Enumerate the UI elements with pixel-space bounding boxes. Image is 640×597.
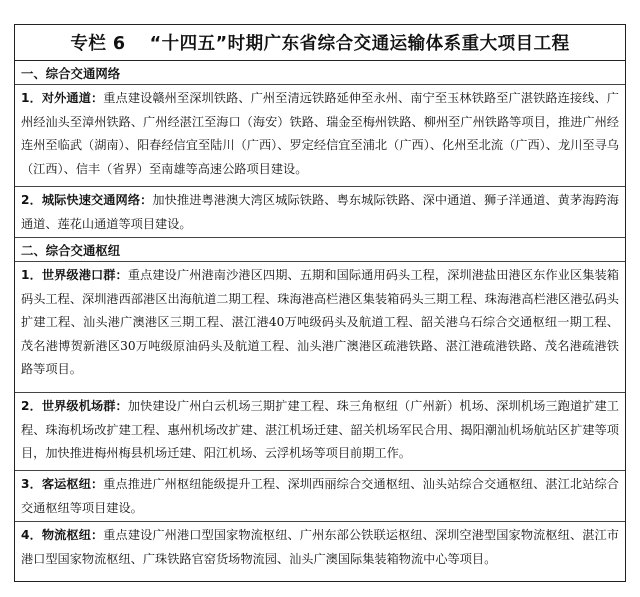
item-passenger-hub <box>15 471 625 522</box>
section-heading-network: 一、综合交通网络 <box>15 61 625 85</box>
item-body: 重点推进广州枢纽能级提升工程、深圳西丽综合交通枢纽、汕头站综合交通枢纽、湛江北站综合交通枢纽等项目建设。 <box>21 477 619 515</box>
item-airport-cluster <box>15 393 625 471</box>
item-lead: 2．城际快速交通网络： <box>21 193 153 207</box>
item-body: 重点建设广州港口型国家物流枢纽、广州东部公铁联运枢纽、深圳空港型国家物流枢纽、湛江市港口型国家物流枢纽、广珠铁路官窑货场物流园、汕头广澳国际集装箱物流中心等项目。 <box>21 528 619 566</box>
item-port-cluster <box>15 262 625 393</box>
item-body: 重点建设赣州至深圳铁路、广州至清远铁路延伸至永州、南宁至玉林铁路至广湛铁路连接线、广州经汕头至漳州铁路、广州经湛江至海口（海安）铁路、瑞金至梅州铁路、柳州至广州铁路等项目，推进广州经连州至临武（湖南）、阳春经信宜至陆川（广西）、罗定经信宜至浦北（广西）、化州至北流（广西）、龙川至寻乌（江西）、信丰（省界）至南雄等高速公路项目建设。 <box>21 91 619 176</box>
item-lead: 1．对外通道： <box>21 91 104 105</box>
box-title <box>15 25 625 61</box>
item-external-corridor <box>15 85 625 187</box>
item-lead: 3．客运枢纽： <box>21 477 104 491</box>
box-number: 专栏 6 <box>70 34 126 54</box>
item-body: 加快建设广州白云机场三期扩建工程、珠三角枢纽（广州新）机场、深圳机场三跑道扩建工程、珠海机场改扩建工程、惠州机场改扩建、湛江机场迁建、韶关机场军民合用、揭阳潮汕机场航站区扩建等项目，加快推进梅州梅县机场迁建、阳江机场、云浮机场等项目前期工作。 <box>21 399 619 461</box>
item-lead: 4．物流枢纽： <box>21 528 104 542</box>
item-body: 重点建设广州港南沙港区四期、五期和国际通用码头工程，深圳港盐田港区东作业区集装箱码头工程、深圳港西部港区出海航道二期工程、珠海港高栏港区集装箱码头三期工程、珠海港高栏港区港弘码头扩建工程、汕头港广澳港区三期工程、湛江港40万吨级码头及航道工程、韶关港乌石综合交通枢纽一期工程、茂名港博贺新港区30万吨级原油码头及航道工程、汕头港广澳港区疏港铁路、湛江港疏港铁路、茂名港疏港铁路等项目。 <box>21 268 619 377</box>
item-body: 加快推进粤港澳大湾区城际铁路、粤东城际铁路、深中通道、狮子洋通道、黄茅海跨海通道、莲花山通道等项目建设。 <box>21 193 619 231</box>
feature-box <box>14 24 626 582</box>
box-title-text: “十四五”时期广东省综合交通运输体系重大项目工程 <box>149 34 570 54</box>
item-lead: 2．世界级机场群： <box>21 399 128 413</box>
item-logistics-hub <box>15 522 625 576</box>
section-heading-hubs: 二、综合交通枢纽 <box>15 238 625 262</box>
item-lead: 1．世界级港口群： <box>21 268 128 282</box>
item-intercity-network <box>15 187 625 238</box>
